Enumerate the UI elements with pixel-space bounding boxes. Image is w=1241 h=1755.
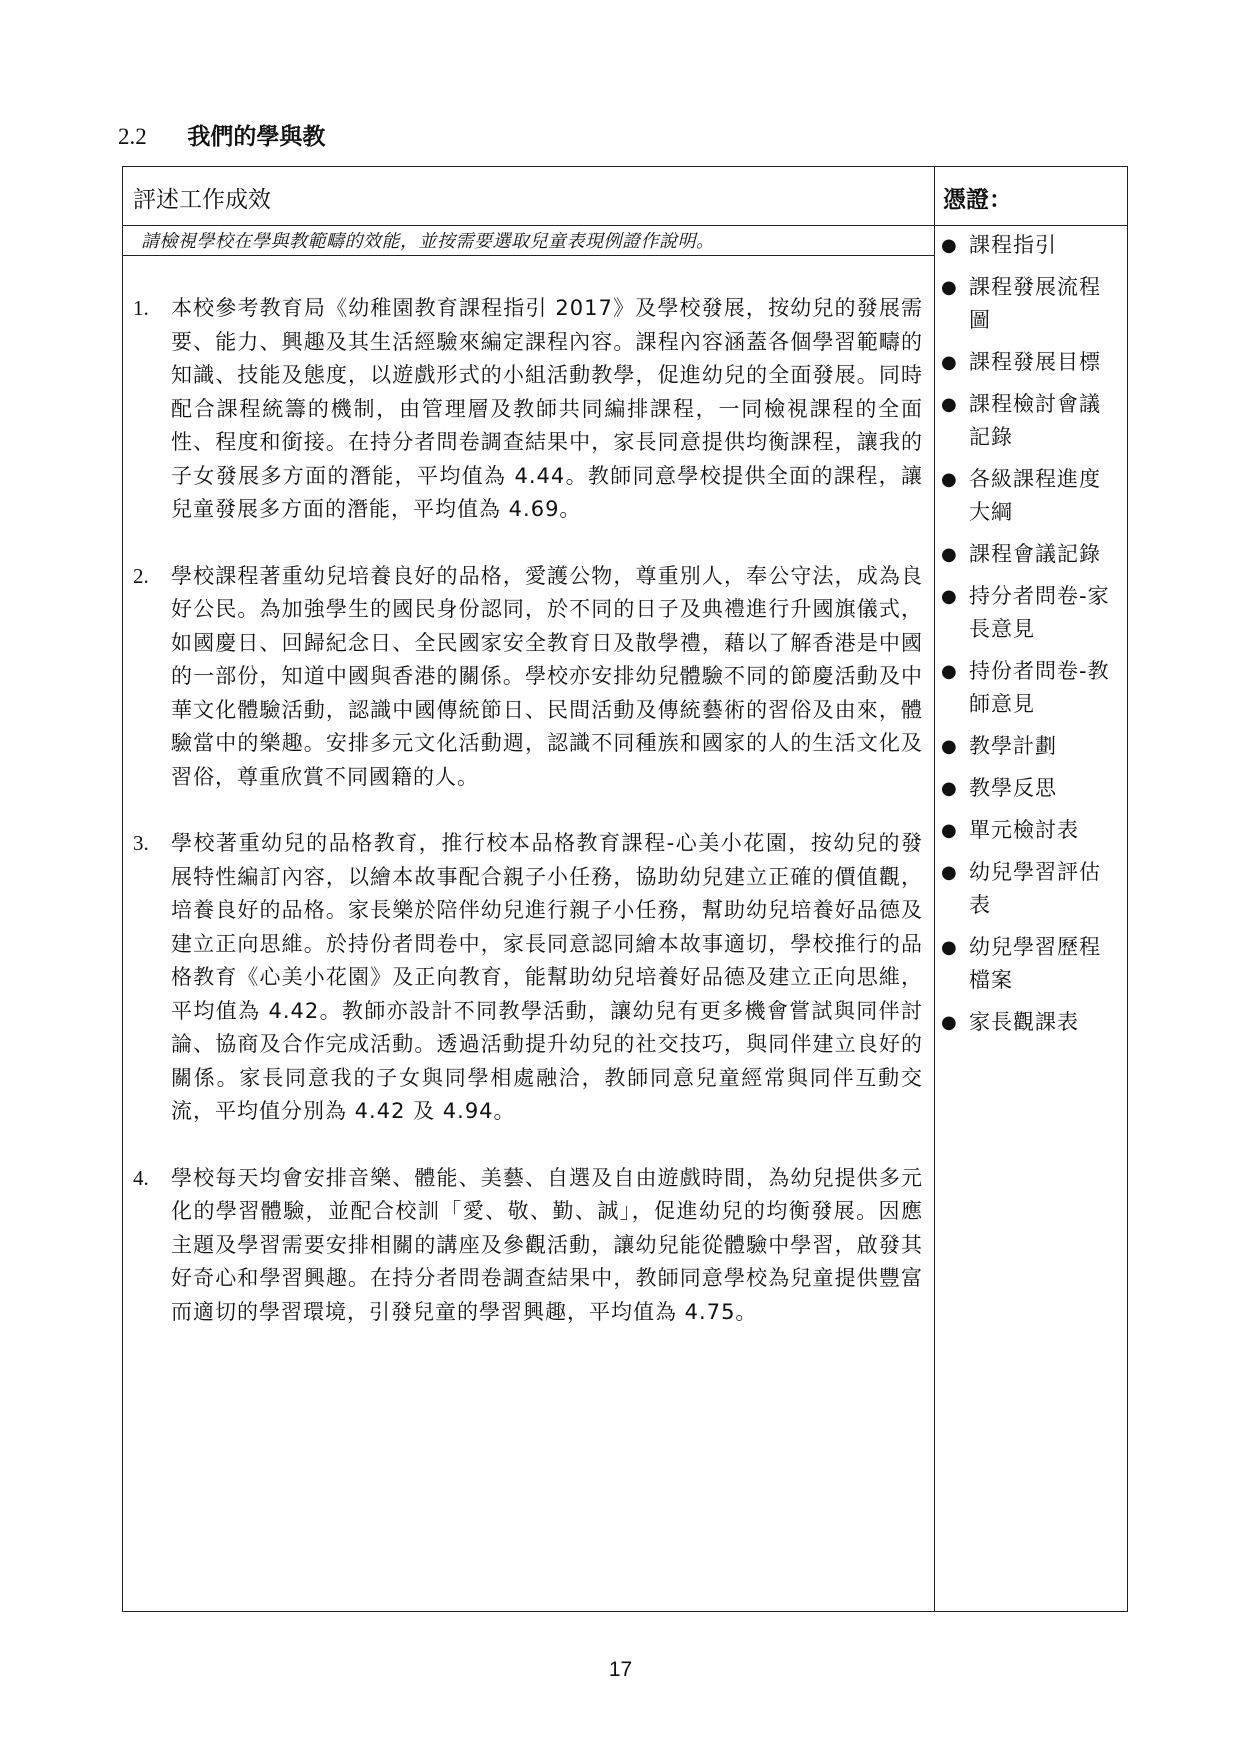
- header-evaluation: 評述工作成效: [133, 187, 271, 213]
- evidence-label: 持分者問卷-家長意見: [969, 584, 1110, 641]
- bullet-icon: ●: [941, 277, 958, 298]
- evidence-item: [941, 538, 1121, 571]
- bullet-icon: ●: [941, 736, 958, 757]
- evidence-label: 持份者問卷-教師意見: [969, 659, 1110, 716]
- evidence-list: [941, 229, 1121, 1048]
- bullet-icon: ●: [941, 469, 958, 490]
- instruction-divider: [123, 255, 934, 256]
- evidence-label: 幼兒學習評估表: [969, 860, 1101, 917]
- item-number: 1.: [133, 296, 149, 320]
- evidence-label: 教學計劃: [969, 734, 1057, 758]
- list-item: [133, 560, 923, 795]
- list-item: [133, 827, 923, 1129]
- evidence-item: [941, 271, 1121, 337]
- item-number: 4.: [133, 1165, 149, 1190]
- item-number: 2.: [133, 563, 149, 588]
- bullet-icon: ●: [941, 544, 958, 565]
- item-text: 本校參考教育局《幼稚園教育課程指引 2017》及學校發展，按幼兒的發展需要、能力、興趣及其生活經驗來編定課程內容。課程內容涵蓋各個學習範疇的知識、技能及態度，以遊戲形式的小組活動教學，促進幼兒的全面發展。同時配合課程統籌的機制，由管理層及教師共同編排課程，一同檢視課程的全面性、程度和銜接。在持分者問卷調查結果中，家長同意提供均衡課程，讓我的子女發展多方面的潛能，平均值為 4.44。教師同意學校提供全面的課程，讓兒童發展多方面的潛能，平均值為 4.69。: [171, 296, 923, 521]
- evidence-item: [941, 655, 1121, 721]
- evidence-label: 課程指引: [969, 233, 1057, 257]
- item-text: 學校課程著重幼兒培養良好的品格，愛護公物，尊重別人，奉公守法，成為良好公民。為加強學生的國民身份認同，於不同的日子及典禮進行升國旗儀式，如國慶日、回歸紀念日、全民國家安全教育日及散學禮，藉以了解香港是中國的一部份，知道中國與香港的關係。學校亦安排幼兒體驗不同的節慶活動及中華文化體驗活動，認識中國傳統節日、民間活動及傳統藝術的習俗及由來，體驗當中的樂趣。安排多元文化活動週，認識不同種族和國家的人的生活文化及習俗，尊重欣賞不同國籍的人。: [171, 563, 923, 789]
- evidence-item: [941, 388, 1121, 454]
- bullet-icon: ●: [941, 820, 958, 841]
- bullet-icon: ●: [941, 661, 958, 682]
- bullet-icon: ●: [941, 352, 958, 373]
- list-item: [133, 292, 923, 527]
- evidence-label: 家長觀課表: [969, 1010, 1079, 1034]
- bullet-icon: ●: [941, 778, 958, 799]
- section-title: 我們的學與教: [187, 124, 326, 150]
- evidence-item: [941, 931, 1121, 997]
- evidence-label: 教學反思: [969, 776, 1057, 800]
- evaluation-list: [133, 292, 923, 1362]
- evidence-label: 幼兒學習歷程檔案: [969, 935, 1101, 992]
- instruction-text: 請檢視學校在學與教範疇的效能，並按需要選取兒童表現例證作說明。: [141, 231, 715, 252]
- header-divider: [123, 225, 1127, 226]
- bullet-icon: ●: [941, 1012, 958, 1033]
- header-evidence: 憑證：: [943, 187, 1012, 213]
- bullet-icon: ●: [941, 862, 958, 883]
- evidence-label: 課程檢討會議記錄: [969, 392, 1101, 449]
- bullet-icon: ●: [941, 235, 958, 256]
- item-number: 3.: [133, 831, 149, 855]
- bullet-icon: ●: [941, 586, 958, 607]
- evidence-label: 各級課程進度大綱: [969, 467, 1101, 524]
- evidence-label: 單元檢討表: [969, 818, 1079, 842]
- bullet-icon: ●: [941, 394, 958, 415]
- evidence-item: [941, 814, 1121, 847]
- list-item: [133, 1162, 923, 1330]
- bullet-icon: ●: [941, 937, 958, 958]
- section-heading: [118, 118, 325, 151]
- item-text: 學校著重幼兒的品格教育，推行校本品格教育課程-心美小花園，按幼兒的發展特性編訂內容，以繪本故事配合親子小任務，協助幼兒建立正確的價值觀，培養良好的品格。家長樂於陪伴幼兒進行親子小任務，幫助幼兒培養好品德及建立正向思維。於持份者問卷中，家長同意認同繪本故事適切，學校推行的品格教育《心美小花園》及正向教育，能幫助幼兒培養好品德及建立正向思維，平均值為 4.42。教師亦設計不同教學活動，讓幼兒有更多機會嘗試與同伴討論、協商及合作完成活動。透過活動提升幼兒的社交技巧，與同伴建立良好的關係。家長同意我的子女與同學相處融洽，教師同意兒童經常與同伴互動交流，平均值分別為 4.42 及 4.94。: [171, 831, 923, 1123]
- evidence-label: 課程發展目標: [969, 350, 1101, 374]
- evidence-item: [941, 730, 1121, 763]
- section-number: 2.2: [118, 124, 147, 149]
- evidence-item: [941, 580, 1121, 646]
- page-number: 17: [608, 1658, 633, 1681]
- evidence-item: [941, 1006, 1121, 1039]
- evidence-item: [941, 463, 1121, 529]
- evidence-label: 課程會議記錄: [969, 542, 1101, 566]
- evaluation-table: [122, 166, 1128, 1612]
- evidence-item: [941, 772, 1121, 805]
- evidence-item: [941, 229, 1121, 262]
- evidence-item: [941, 346, 1121, 379]
- item-text: 學校每天均會安排音樂、體能、美藝、自選及自由遊戲時間，為幼兒提供多元化的學習體驗，並配合校訓「愛、敬、勤、誠」，促進幼兒的均衡發展。因應主題及學習需要安排相關的講座及參觀活動，讓幼兒能從體驗中學習，啟發其好奇心和學習興趣。在持分者問卷調查結果中，教師同意學校為兒童提供豐富而適切的學習環境，引發兒童的學習興趣，平均值為 4.75。: [171, 1165, 923, 1324]
- evidence-label: 課程發展流程圖: [969, 275, 1101, 332]
- evidence-item: [941, 856, 1121, 922]
- column-divider: [934, 167, 935, 1611]
